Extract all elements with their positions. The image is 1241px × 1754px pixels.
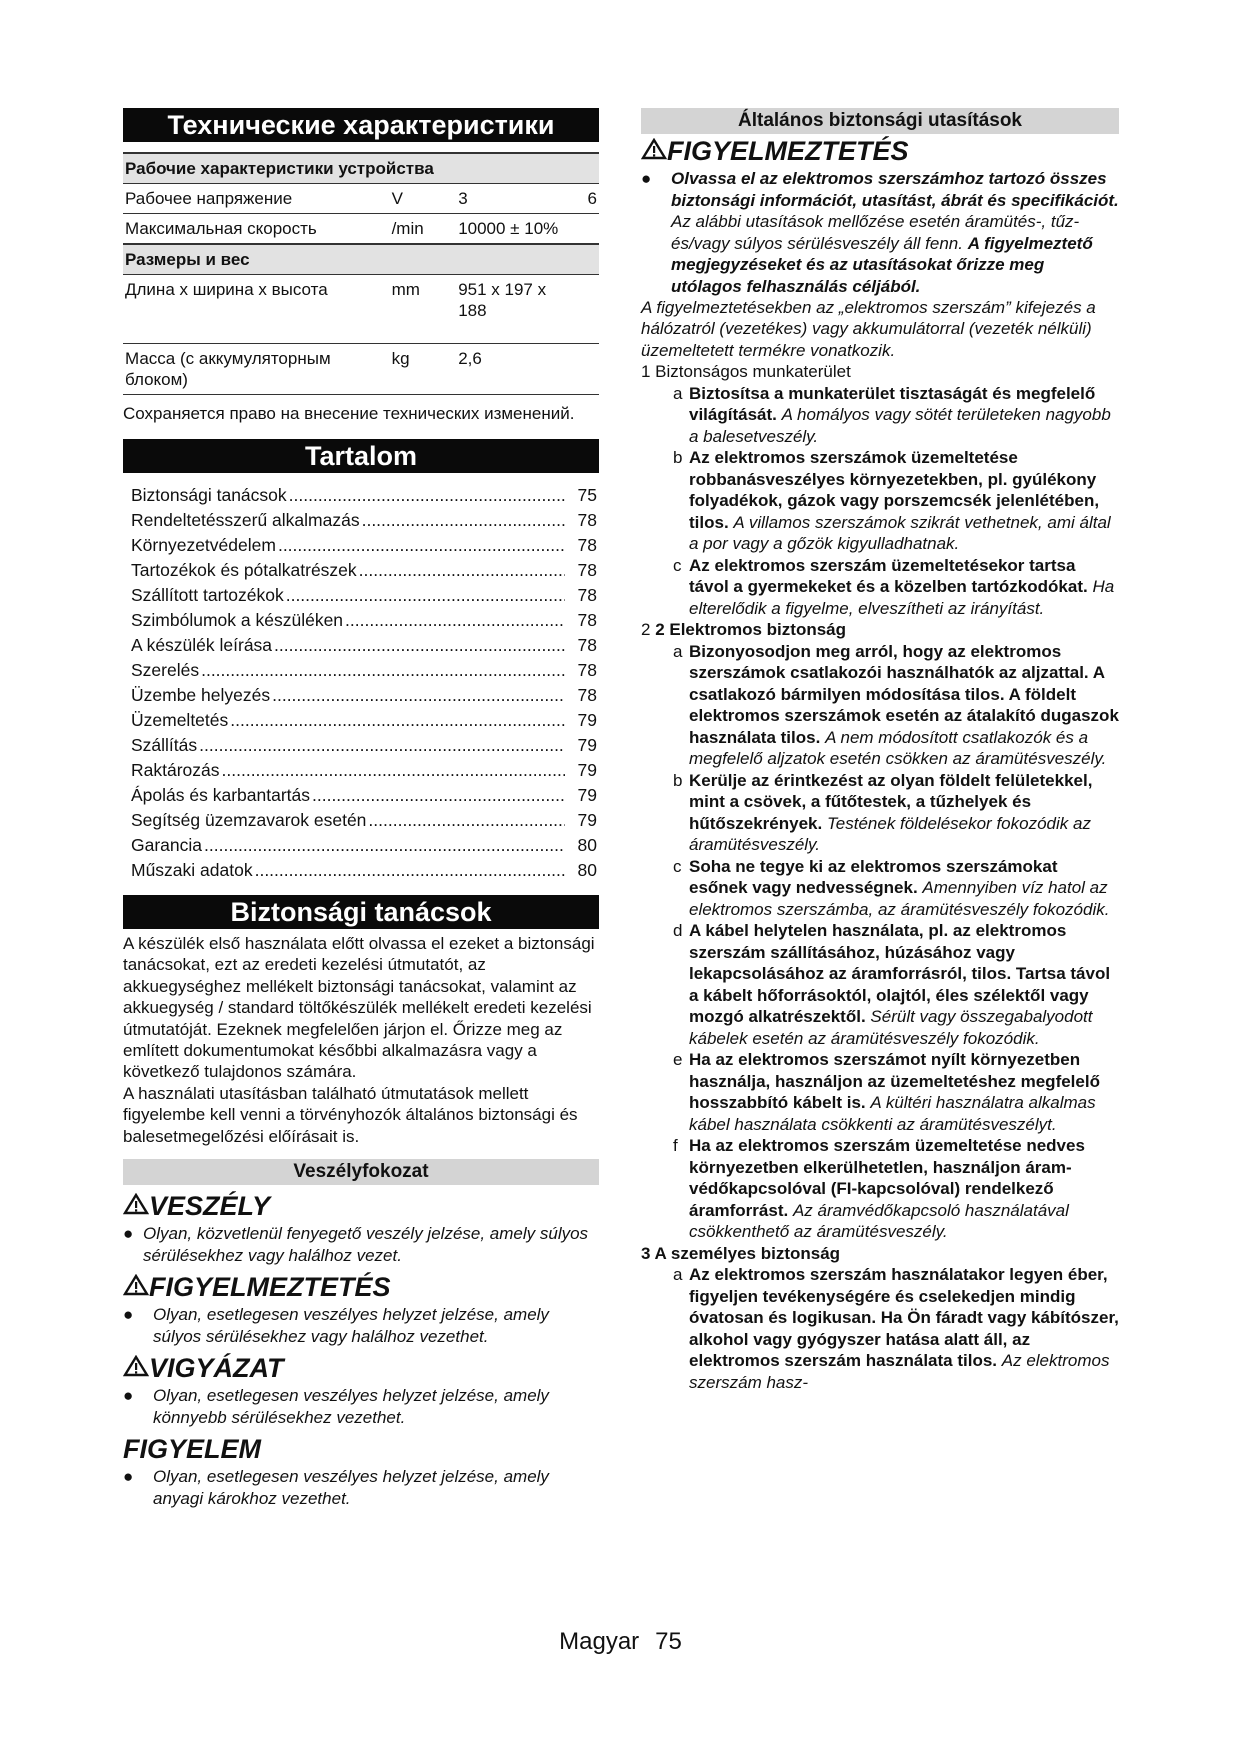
toc-leader-dots bbox=[204, 833, 565, 858]
toc-entry-label: Garancia bbox=[131, 835, 203, 855]
toc-leader-dots bbox=[255, 858, 565, 883]
toc-entry-label: Raktározás bbox=[131, 760, 220, 780]
toc-entry-label: Műszaki adatok bbox=[131, 860, 253, 880]
toc-entry-page: 78 bbox=[577, 510, 597, 530]
toc-entry-page: 80 bbox=[577, 835, 597, 855]
spec-section-row: Рабочие характеристики устройства bbox=[123, 153, 599, 184]
item-1b: b Az elektromos szerszámok üzemeltetése robbanásveszélyes környezetekben, pl. gyúlékony folyadékok, gázok vagy porszemcsék jelenlétében, tilos. A villamos szerszámok szikrát vethetnek, ami által a por vagy a gőzök kigyulladhatnak. bbox=[673, 448, 1111, 554]
toc-entry[interactable] bbox=[123, 783, 599, 808]
toc-leader-dots bbox=[278, 533, 565, 558]
toc-entry[interactable] bbox=[123, 683, 599, 708]
item-2b: b Kerülje az érintkezést az olyan földelt felületekkel, mint a csövek, a fűtőtestek, a tűzhelyek és hűtőszekrények. Testének földelésekor fokozódik az áramütésveszély. bbox=[673, 770, 1093, 855]
section-2-title: 2 2 Elektromos biztonság bbox=[641, 620, 847, 640]
toc-leader-dots bbox=[230, 708, 565, 733]
toc-entry-page: 80 bbox=[577, 860, 597, 880]
spec-section-row: Размеры и вес bbox=[123, 244, 599, 275]
toc-entry[interactable] bbox=[123, 533, 599, 558]
toc-entry-page: 78 bbox=[577, 560, 597, 580]
toc-leader-dots bbox=[289, 483, 565, 508]
toc-entry-page: 79 bbox=[577, 810, 597, 830]
item-2d: d A kábel helytelen használata, pl. az elektromos szerszám szállításához, húzásához vagy lekapcsolásához az áramforrásról, tilos. Tartsa távol a kábelt hőforrásoktól, olajtól, éles szélektől vagy mozgó alkatrészektől. Sérült vagy összegabalyodott kábelek esetén az áramütésveszély fokozódik. bbox=[673, 921, 1111, 1048]
toc-leader-dots bbox=[199, 733, 565, 758]
toc-entry-page: 78 bbox=[577, 585, 597, 605]
toc-entry-label: Szállított tartozékok bbox=[131, 585, 284, 605]
toc-leader-dots bbox=[345, 608, 565, 633]
toc-entry[interactable] bbox=[123, 708, 599, 733]
safety-paragraph-2: A használati utasításban található útmutatások mellett figyelembe kell venni a törvényhozók általános biztonsági és balesetmegelőzési előírásait is. bbox=[123, 1083, 578, 1146]
item-2f: f Ha az elektromos szerszám üzemeltetése nedves környezetben elkerülhetetlen, használjon áram-védőkapcsolóval (FI-kapcsolóval) rendelkező áramforrást. Az áramvédőkapcsoló használatával csökkenthető az áramütésveszély. bbox=[673, 1136, 1085, 1242]
toc-entry-page: 75 bbox=[577, 485, 597, 505]
toc-leader-dots bbox=[274, 633, 565, 658]
spec-row-dimensions: Длина х ширина х высота mm 951 x 197 x 188 bbox=[123, 275, 599, 344]
toc-entry-page: 79 bbox=[577, 785, 597, 805]
warning-text: ● Olyan, esetlegesen veszélyes helyzet jelzése, amely súlyos sérülésekhez vagy halálhoz vezethet. bbox=[123, 1305, 549, 1346]
spec-row-speed: Максимальная скорость /min 10000 ± 10% bbox=[123, 214, 599, 245]
item-2c: c Soha ne tegye ki az elektromos szerszámokat esőnek vagy nedvességnek. Amennyiben víz hatol az elektromos szerszámba, az áramütésveszély fokozódik. bbox=[673, 856, 1110, 919]
toc-leader-dots bbox=[272, 683, 565, 708]
item-2e: e Ha az elektromos szerszámot nyílt környezetben használja, használjon az üzemeltetéshez megfelelő hosszabbító kábelt is. A kültéri használatra alkalmas kábel használata csökkenti az áramütésveszélyt. bbox=[673, 1050, 1100, 1134]
toc-entry-label: Szimbólumok a készüléken bbox=[131, 610, 344, 630]
toc-entry-label: Környezetvédelem bbox=[131, 535, 276, 555]
toc-entry-page: 78 bbox=[577, 635, 597, 655]
toc-leader-dots bbox=[201, 658, 565, 683]
warning-triangle-icon bbox=[123, 1193, 149, 1215]
toc-entry[interactable] bbox=[123, 808, 599, 833]
toc-entry-page: 78 bbox=[577, 610, 597, 630]
toc-leader-dots bbox=[286, 583, 565, 608]
general-safety-heading: Általános biztonsági utasítások bbox=[641, 108, 1119, 134]
item-1a: a Biztosítsa a munkaterület tisztaságát és megfelelő világítását. A homályos vagy sötét területeken nagyobb a balesetveszély. bbox=[673, 383, 1111, 446]
toc-entry[interactable] bbox=[123, 508, 599, 533]
toc-leader-dots bbox=[312, 783, 565, 808]
toc-entry[interactable] bbox=[123, 608, 599, 633]
safety-paragraph-1: A készülék első használata előtt olvassa el ezeket a biztonsági tanácsokat, ezt az eredeti kezelési útmutatót, az akkuegységhez mellékelt biztonsági tanácsokat, valamint az akkuegység / standard töltőkészülék mellékelt eredeti kezelési útmutatóját. Ezeknek megfelelően járjon el. Őrizze meg az említett dokumentumokat későbbi alkalmazásra vagy a következő tulajdonos számára. bbox=[123, 934, 595, 1082]
toc-entry[interactable] bbox=[123, 483, 599, 508]
general-warning-text: ● Olvassa el az elektromos szerszámhoz tartozó összes biztonsági információt, utasítást, ábrát és specifikációt. Az alábbi utasítások mellőzése esetén áramütés-, tűz- és/vagy súlyos sérülésveszély áll fenn. A figyelmeztető megjegyzéseket és az utasításokat őrizze meg utólagos felhasználás céljából. bbox=[641, 169, 1119, 296]
item-2a: a Bizonyosodjon meg arról, hogy az elektromos szerszámok csatlakozói használhatók az aljzattal. A csatlakozó bármilyen módosítása tilos. A földelt elektromos szerszámok esetén az átalakító dugaszok használata tilos. A nem módosított csatlakozók és a megfelelő aljzatok esetén csökken az áramütésveszély. bbox=[673, 641, 1119, 769]
caution-text: ● Olyan, esetlegesen veszélyes helyzet jelzése, amely könnyebb sérülésekhez vezethet. bbox=[123, 1386, 549, 1427]
toc-entry-label: Biztonsági tanácsok bbox=[131, 485, 287, 505]
toc-entry-page: 79 bbox=[577, 760, 597, 780]
tech-specs-heading: Технические характеристики bbox=[123, 108, 599, 142]
danger-title: VESZÉLY bbox=[123, 1189, 599, 1223]
toc-entry-page: 78 bbox=[577, 660, 597, 680]
spec-note: Сохраняется право на внесение технических изменений. bbox=[123, 404, 575, 423]
toc-entry[interactable] bbox=[123, 758, 599, 783]
toc-entry-label: Ápolás és karbantartás bbox=[131, 785, 310, 805]
danger-text: ● Olyan, közvetlenül fenyegető veszély jelzése, amely súlyos sérülésekhez vagy halálhoz vezet. bbox=[123, 1224, 589, 1265]
safety-heading: Biztonsági tanácsok bbox=[123, 895, 599, 929]
general-warning-definition: A figyelmeztetésekben az „elektromos szerszám” kifejezés a hálózatról (vezetékes) vagy akkumulátorral (vezeték nélküli) üzemeltetett termékre vonatkozik. bbox=[641, 298, 1096, 360]
toc-entry-label: Üzemeltetés bbox=[131, 710, 229, 730]
page-number: 75 bbox=[655, 1628, 682, 1655]
toc-entry[interactable] bbox=[123, 583, 599, 608]
notice-text: ● Olyan, esetlegesen veszélyes helyzet jelzése, amely anyagi károkhoz vezethet. bbox=[123, 1467, 549, 1508]
section-1-title: 1 Biztonságos munkaterület bbox=[641, 362, 851, 382]
notice-title: FIGYELEM bbox=[123, 1434, 262, 1465]
spec-row-voltage: Рабочее напряжение V 3 6 bbox=[123, 184, 599, 214]
toc-entry-label: A készülék leírása bbox=[131, 635, 273, 655]
right-column bbox=[641, 108, 1119, 1393]
warning-triangle-icon bbox=[123, 1274, 149, 1296]
toc-entry-page: 79 bbox=[577, 710, 597, 730]
toc-entry-page: 79 bbox=[577, 735, 597, 755]
toc-leader-dots bbox=[359, 558, 565, 583]
hazard-levels-heading: Veszélyfokozat bbox=[123, 1159, 599, 1185]
toc-leader-dots bbox=[368, 808, 565, 833]
page-footer bbox=[0, 1628, 1241, 1656]
toc-entry[interactable] bbox=[123, 833, 599, 858]
toc-entry-page: 78 bbox=[577, 535, 597, 555]
toc-entry-page: 78 bbox=[577, 685, 597, 705]
toc-entry[interactable] bbox=[123, 733, 599, 758]
toc-entry[interactable] bbox=[123, 558, 599, 583]
toc-entry-label: Rendeltetésszerű alkalmazás bbox=[131, 510, 360, 530]
toc-leader-dots bbox=[362, 508, 565, 533]
warning-triangle-icon bbox=[641, 138, 667, 160]
toc-entry[interactable] bbox=[123, 633, 599, 658]
warning-title: FIGYELMEZTETÉS bbox=[123, 1270, 599, 1304]
toc-entry-label: Segítség üzemzavarok esetén bbox=[131, 810, 367, 830]
toc-entry[interactable] bbox=[123, 658, 599, 683]
toc-entry-label: Szállítás bbox=[131, 735, 198, 755]
spec-row-mass: Масса (с аккумуляторным блоком) kg 2,6 bbox=[123, 344, 599, 395]
general-warning-title: FIGYELMEZTETÉS bbox=[641, 134, 1119, 168]
item-1c: c Az elektromos szerszám üzemeltetésekor tartsa távol a gyermekeket és a közelben tartózkodókat. Ha elterelődik a figyelme, elveszítheti az irányítást. bbox=[673, 555, 1115, 618]
item-3a: a Az elektromos szerszám használatakor legyen éber, figyeljen tevékenységére és cselekedjen mindig óvatosan és logikusan. Ha Ön fáradt vagy kábítószer, alkohol vagy gyógyszer hatása alatt áll, az elektromos szerszám használata tilos. Az elektromos szerszám hasz- bbox=[673, 1265, 1119, 1392]
toc-leader-dots bbox=[222, 758, 565, 783]
toc-entry[interactable] bbox=[123, 858, 599, 883]
toc-entry-label: Szerelés bbox=[131, 660, 200, 680]
left-column bbox=[123, 108, 599, 1509]
spec-table bbox=[123, 152, 599, 395]
footer-language: Magyar bbox=[559, 1628, 640, 1655]
toc-entry-label: Tartozékok és pótalkatrészek bbox=[131, 560, 357, 580]
toc-entry-label: Üzembe helyezés bbox=[131, 685, 271, 705]
toc-heading: Tartalom bbox=[123, 439, 599, 473]
section-3-title: 3 A személyes biztonság bbox=[641, 1243, 841, 1263]
warning-triangle-icon bbox=[123, 1355, 149, 1377]
caution-title: VIGYÁZAT bbox=[123, 1351, 599, 1385]
table-of-contents bbox=[123, 483, 599, 883]
